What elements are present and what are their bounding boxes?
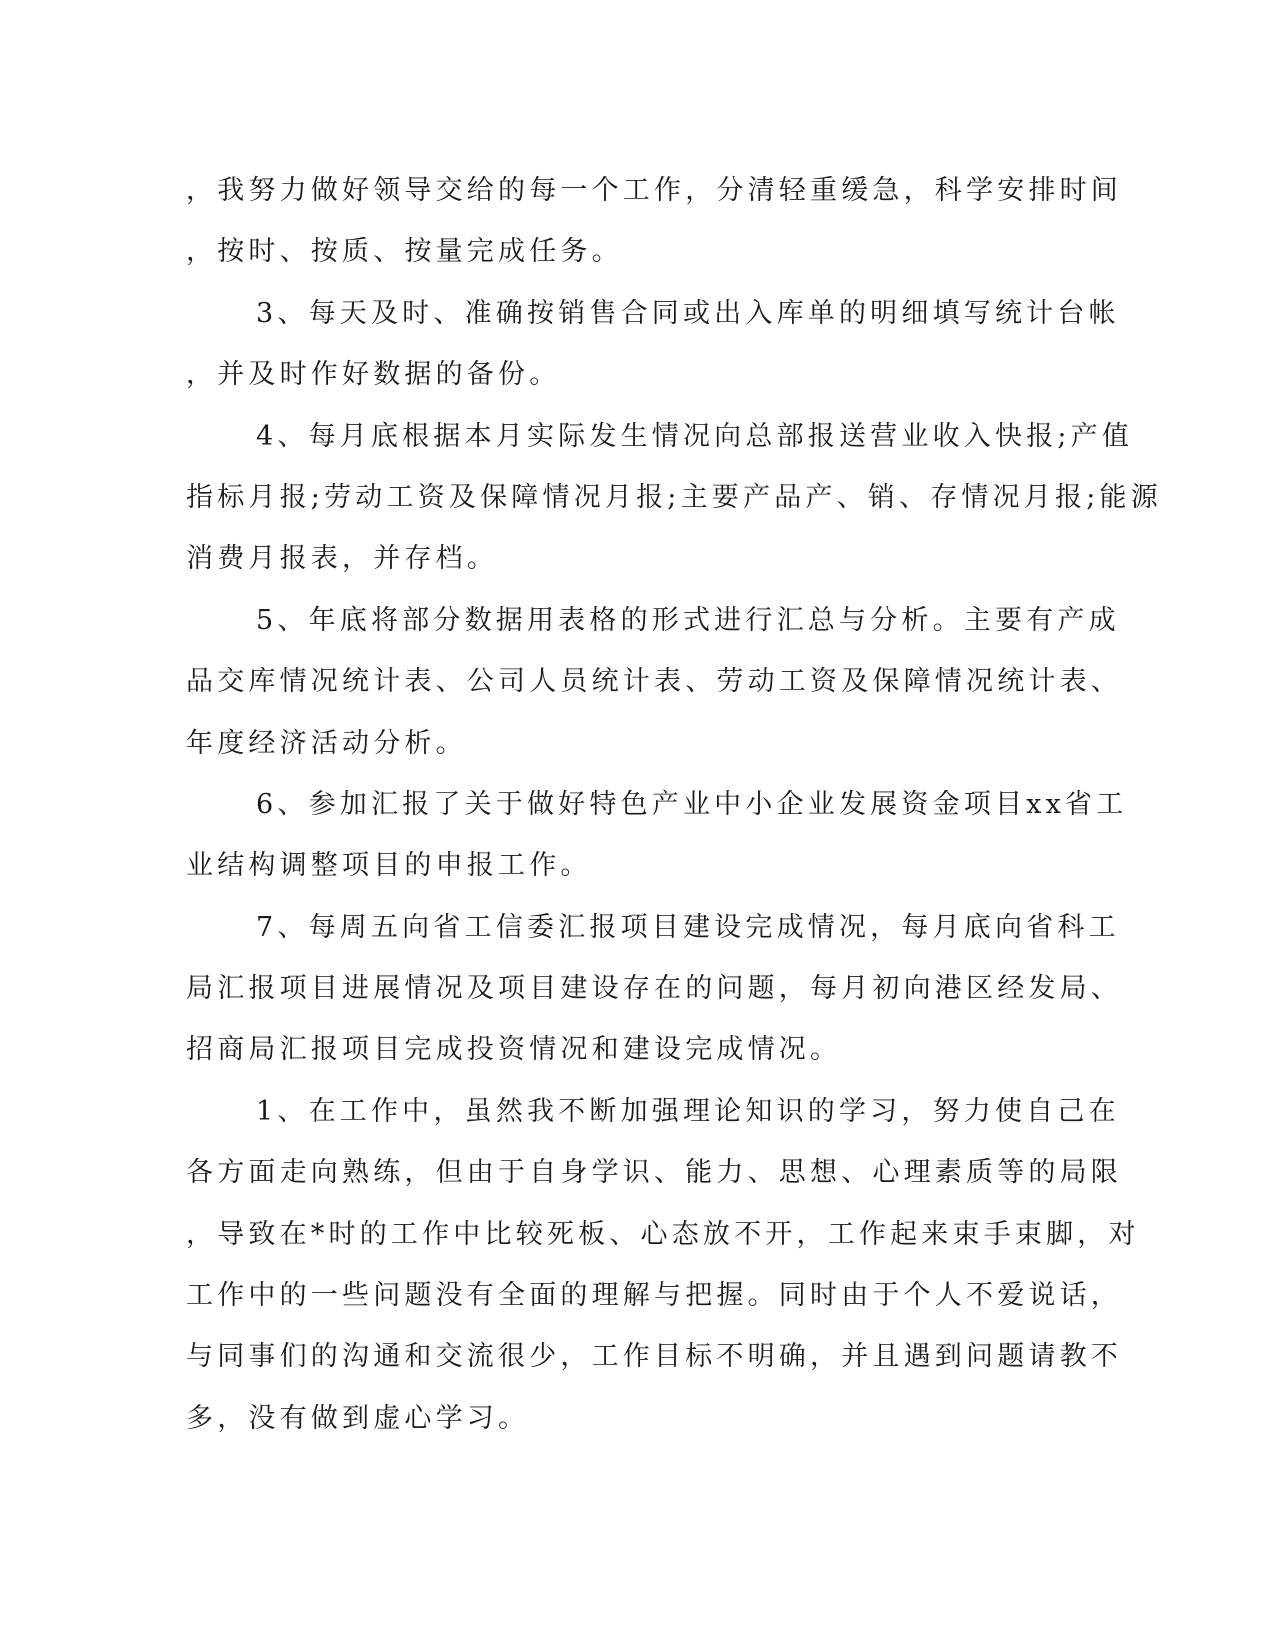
text-line: 招商局汇报项目完成投资情况和建设完成情况。	[186, 1034, 842, 1066]
text-line-paragraph-start: 7、每周五向省工信委汇报项目建设完成情况，每月底向省科工	[256, 911, 1120, 943]
text-line-paragraph-start: 3、每天及时、准确按销售合同或出入库单的明细填写统计台帐	[256, 297, 1120, 329]
text-line: ，按时、按质、按量完成任务。	[186, 236, 623, 268]
text-line: 消费月报表，并存档。	[186, 543, 498, 575]
text-line: 品交库情况统计表、公司人员统计表、劳动工资及保障情况统计表、	[186, 666, 1122, 698]
document-body	[186, 160, 1162, 1449]
text-line-paragraph-start: 6、参加汇报了关于做好特色产业中小企业发展资金项目xx省工	[256, 788, 1128, 820]
text-line-paragraph-start: 5、年底将部分数据用表格的形式进行汇总与分析。主要有产成	[256, 604, 1120, 636]
text-line: 工作中的一些问题没有全面的理解与把握。同时由于个人不爱说话，	[186, 1280, 1122, 1312]
text-line: 局汇报项目进展情况及项目建设存在的问题，每月初向港区经发局、	[186, 973, 1122, 1005]
text-line: 年度经济活动分析。	[186, 727, 467, 759]
text-line: 各方面走向熟练，但由于自身学识、能力、思想、心理素质等的局限	[186, 1157, 1122, 1189]
text-line: 指标月报;劳动工资及保障情况月报;主要产品产、销、存情况月报;能源	[186, 481, 1162, 513]
text-line: ，我努力做好领导交给的每一个工作，分清轻重缓急，科学安排时间	[186, 175, 1122, 206]
text-line-paragraph-start: 1、在工作中，虽然我不断加强理论知识的学习，努力使自己在	[256, 1095, 1120, 1127]
text-line: 多，没有做到虚心学习。	[186, 1402, 530, 1434]
text-line-paragraph-start: 4、每月底根据本月实际发生情况向总部报送营业收入快报;产值	[256, 420, 1134, 452]
text-line: 业结构调整项目的申报工作。	[186, 850, 592, 882]
text-line: ，并及时作好数据的备份。	[186, 359, 561, 391]
text-line: 与同事们的沟通和交流很少，工作目标不明确，并且遇到问题请教不	[186, 1341, 1122, 1373]
text-line: ，导致在*时的工作中比较死板、心态放不开，工作起来束手束脚，对	[186, 1218, 1140, 1250]
